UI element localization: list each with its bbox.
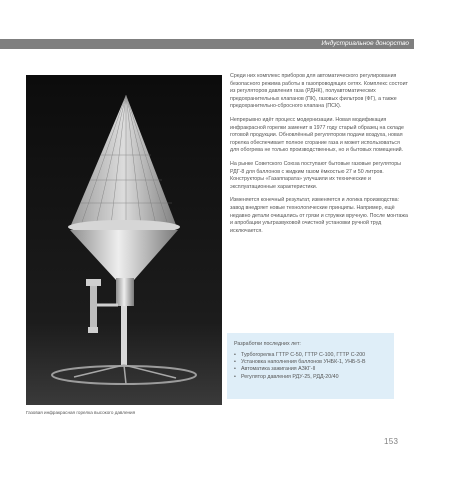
developments-title: Разработки последних лет: (234, 341, 301, 347)
bullet-icon: • (234, 352, 236, 358)
article-body (230, 73, 408, 241)
list-item-label: Регулятор давления РДУ-25, РДД-20/40 (241, 373, 339, 380)
list-item-label: Автоматика зажигания АЗКГ-II (241, 366, 316, 373)
list-item (234, 374, 388, 381)
list-item-label: Установка наполнения баллонов УНБК-1, УНБ-5-В (241, 359, 366, 366)
body-paragraph: На рынке Советского Союза поступают бытовые газовые регуляторы РДГ-8 для баллонов с жидким газом ёмкостью 27 и 50 литров. Конструкторы «Газаппарата» улучшили их технические и эксплуатационные характеристики. (230, 160, 401, 190)
page-number: 153 (384, 437, 399, 446)
body-paragraph: Среди них комплекс приборов для автоматического регулирования безопасного режима работы в газопроводящих сетях. Комплекс состоит из регуляторов давления газа (РДНК), полуавтоматических предохранительных клапанов (ПК), газовых фильтров (ФГ), а также предохранительно-сбросного клапана (ПСК). (230, 73, 408, 110)
list-item (234, 366, 388, 373)
burner-photo (26, 75, 222, 405)
bullet-icon: • (234, 359, 236, 366)
developments-list (234, 352, 388, 381)
list-item (234, 352, 388, 359)
developments-box (227, 333, 394, 399)
bullet-icon: • (234, 366, 236, 373)
bullet-icon: • (234, 373, 236, 380)
section-title: Индустриальное донорство (321, 40, 409, 47)
body-paragraph: Изменяется конечный результат, изменяется и логика производства: завод внедряет новые технологические принципы. Например, ещё недавно детали очищались от грязи и стружки вручную. После монтажа и апробации ультразвуковой очистной установки ручной труд исключается. (230, 197, 408, 234)
body-paragraph: Непрерывно идёт процесс модернизации. Новая модификация инфракрасной горелки заменит в 1977 году старый образец на складе готовой продукции. Обновлённый регулятором подачи воздуха, новая горелка обеспечивает полное сгорание газа и может использоваться для обогрева не только производственных, но и бытовых помещений. (230, 116, 404, 154)
section-header-bar (0, 39, 414, 49)
list-item-label: Турбогорелка ГТТР С-50, ГТТР С-100, ГТТР С-200 (241, 352, 366, 358)
list-item (234, 359, 388, 366)
figure-caption: Газовая инфракрасная горелка высокого давления (26, 410, 136, 415)
